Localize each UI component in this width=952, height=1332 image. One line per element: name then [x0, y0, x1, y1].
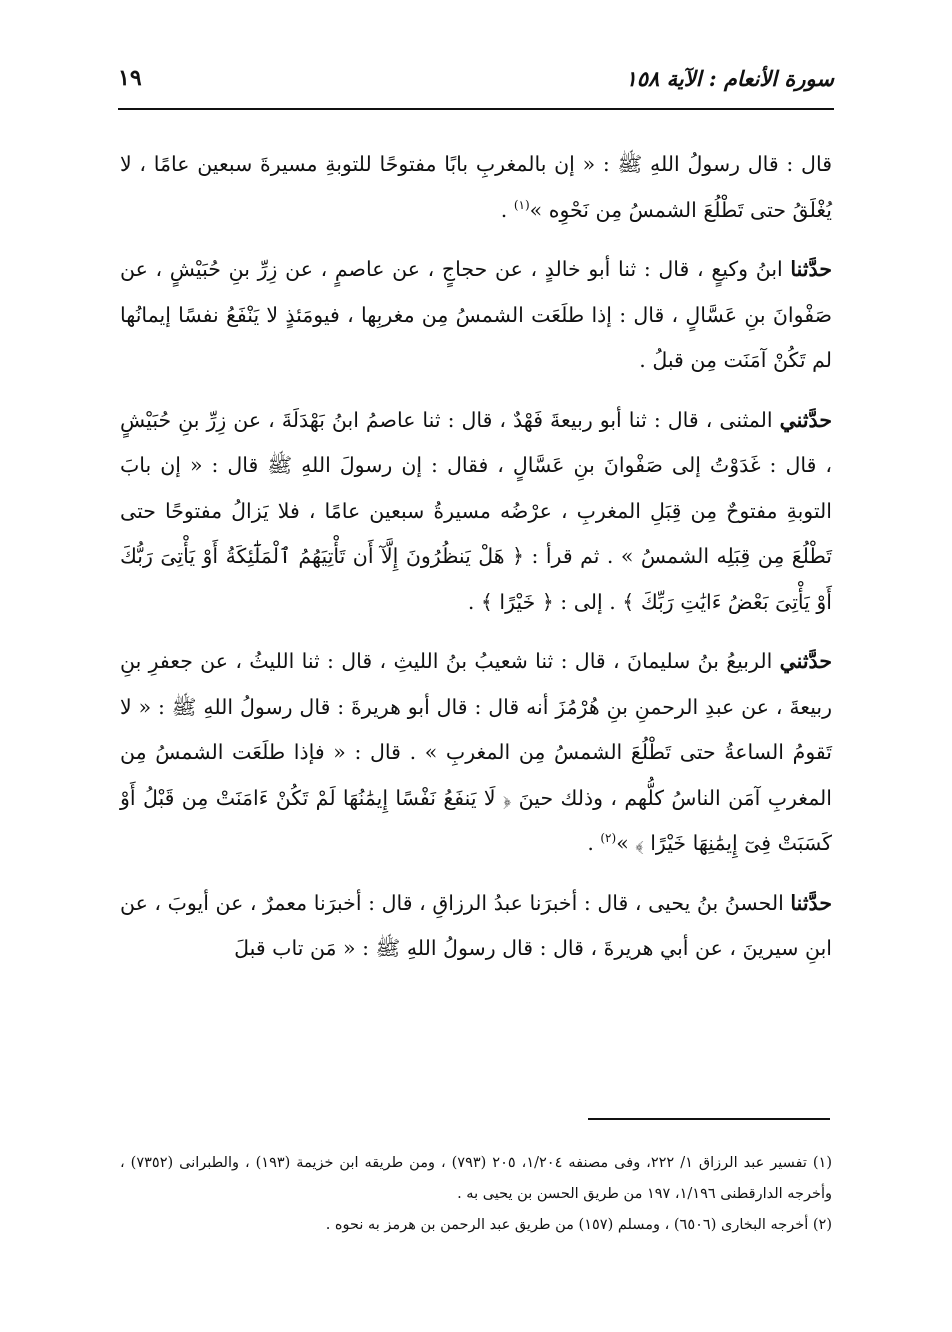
paragraph-1	[120, 142, 832, 233]
paragraph-3	[120, 398, 832, 626]
paragraph-tail: .	[500, 197, 514, 222]
footnote-ref-2[interactable]: (٢)	[600, 831, 617, 846]
paragraph-text: قال : قال رسولُ اللهِ ﷺ : « إن بالمغربِ بابًا مفتوحًا للتوبةِ مسيرةَ سبعين عامًا ، لا يُغْلَقُ حتى تَطْلُعَ الشمسُ مِن نَحْوِه »	[120, 152, 832, 222]
paragraph-tail: .	[587, 831, 601, 855]
paragraph-4	[120, 639, 832, 867]
paragraph-text: ابنُ وكيعٍ ، قال : ثنا أبو خالدٍ ، عن حجاجٍ ، عن عاصمٍ ، عن زِرِّ بنِ حُبَيْشٍ ، عن صَفْوانَ بنِ عَسَّالٍ ، قال : إذا طلَعَت الشمسُ مِن مغربِها ، فيومَئذٍ لا يَنْفَعُ نفسًا إيمانُها لم تَكُنْ آمَنَت مِن قبلُ .	[120, 257, 832, 372]
paragraph-text: المثنى ، قال : ثنا أبو ربيعةَ فَهْدٌ ، قال : ثنا عاصمُ ابنُ بَهْدَلَةَ ، عن زِرِّ بنِ حُبَيْشٍ ، قال : غَدَوْتُ إلى صَفْوانَ بنِ عَسَّالٍ ، فقال : إن رسولَ اللهِ ﷺ قال : « إن بابَ التوبةِ مفتوحٌ مِن قِبَلِ المغربِ ، عرْضُه مسيرةُ سبعين عامًا ، فلا يَزالُ مفتوحًا حتى تَطْلُعَ مِن قِبَلِه الشمسُ » . ثم قرأ : ﴿ هَلْ يَنظُرُونَ إِلَّآ أَن تَأْتِيَهُمُ ٱلْمَلَٰٓئِكَةُ أَوْ يَأْتِىَ رَبُّكَ أَوْ يَأْتِىَ بَعْضُ ءَايَٰتِ رَبِّكَ ﴾ . إلى : ﴿ خَيْرًا ﴾ .	[120, 407, 832, 614]
page-number: ١٩	[118, 65, 142, 91]
paragraph-5	[120, 881, 832, 972]
footnote-separator	[588, 1118, 830, 1120]
paragraph-2	[120, 247, 832, 384]
paragraph-lead: حدَّثني	[779, 407, 832, 432]
paragraph-text: الربيعُ بنُ سليمانَ ، قال : ثنا شعيبُ بنُ الليثِ ، قال : ثنا الليثُ ، عن جعفرِ بنِ ربيعةَ ، عن عبدِ الرحمنِ بنِ هُرْمُزَ أنه قال : قال أبو هريرةَ : قال رسولُ اللهِ ﷺ : « لا تَقومُ الساعةُ حتى تَطْلُعَ الشمسُ مِن المغربِ » . قال : « فإذا طلَعَت الشمسُ مِن المغربِ آمَن الناسُ كلُّهم ، وذلك حينَ ﴿ لَا يَنفَعُ نَفْسًا إِيمَٰنُهَا لَمْ تَكُنْ ءَامَنَتْ مِن قَبْلُ أَوْ كَسَبَتْ فِىٓ إِيمَٰنِهَا خَيْرًا ﴾ »	[120, 649, 832, 855]
paragraph-lead: حدَّثنا	[790, 257, 832, 281]
footnote-ref-1[interactable]: (١)	[513, 197, 530, 212]
paragraph-text: الحسنُ بنُ يحيى ، قال : أخبرَنا عبدُ الرزاقِ ، قال : أخبرَنا معمرٌ ، عن أيوبَ ، عن ابنِ سيرينَ ، عن أبي هريرةَ ، قال : قال رسولُ اللهِ ﷺ : « مَن تاب قبلَ	[120, 890, 832, 960]
header-rule	[118, 108, 834, 110]
page-header	[118, 58, 834, 98]
running-title: سورة الأنعام : الآية ١٥٨	[625, 65, 834, 91]
paragraph-lead: حدَّثنا	[790, 890, 832, 915]
paragraph-lead: حدَّثني	[779, 649, 832, 673]
main-text	[120, 142, 832, 986]
footnote-1: (١) تفسير عبد الرزاق ١/ ٢٢٢، وفى مصنفه ١/٢٠٤، ٢٠٥ (٧٩٣) ، ومن طريقه ابن خزيمة (١٩٣) ، والطبرانى (٧٣٥٢) ، وأخرجه الدارقطنى ١/١٩٦، ١٩٧ من طريق الحسن بن يحيى به .	[120, 1155, 832, 1202]
footnotes	[120, 1148, 832, 1241]
footnote-2: (٢) أخرجه البخارى (٦٥٠٦) ، ومسلم (١٥٧) من طريق عبد الرحمن بن هرمز به نحوه .	[325, 1217, 832, 1233]
